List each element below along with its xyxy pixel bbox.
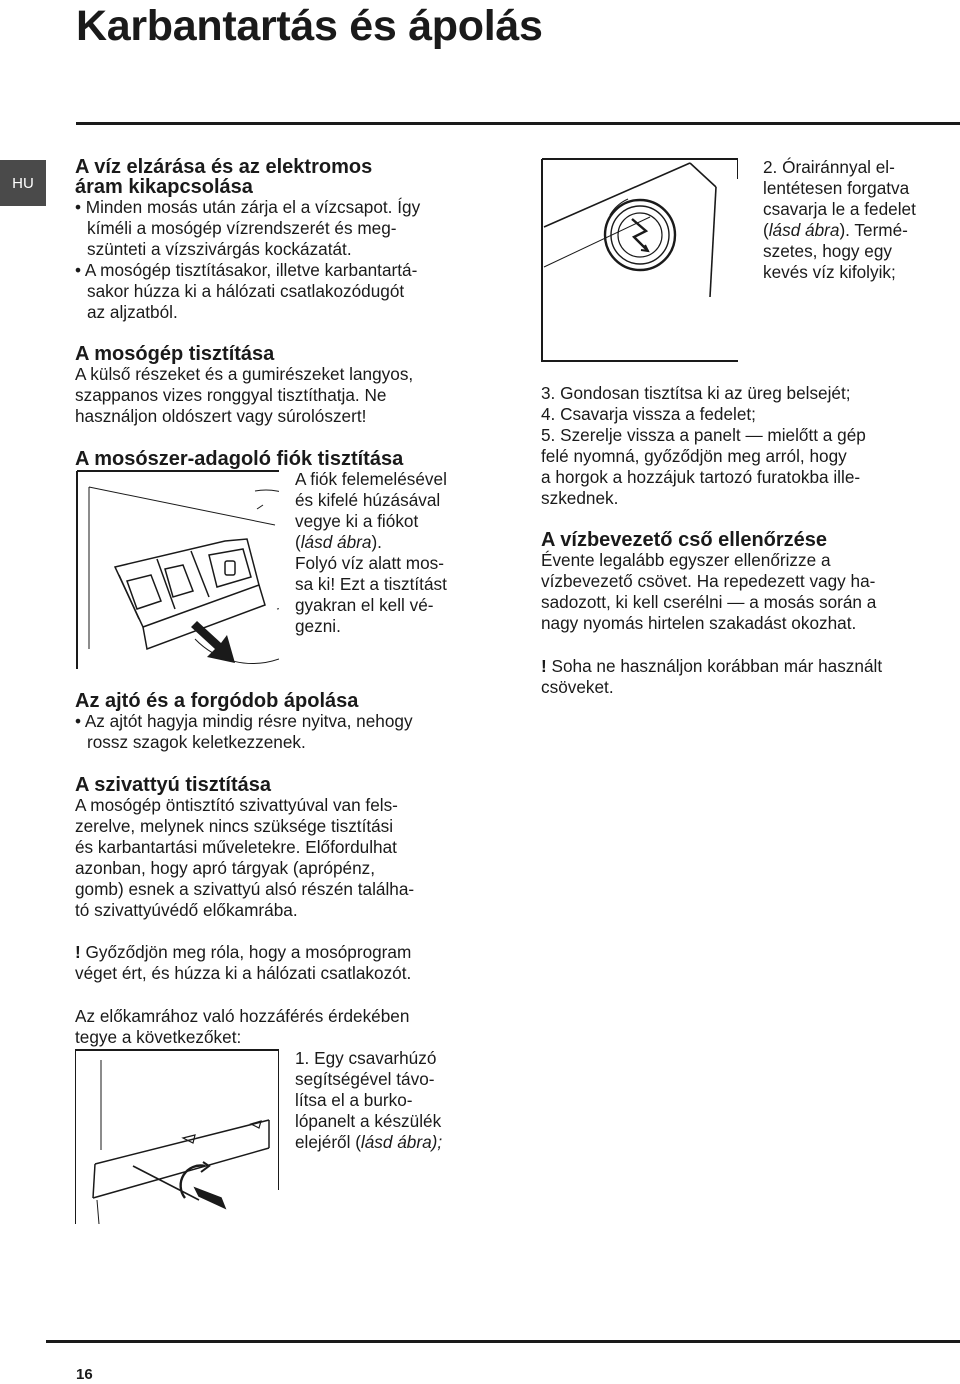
text-line: • Minden mosás után zárja el a vízcsapot. Így <box>75 197 421 217</box>
text-line <box>295 1132 515 1153</box>
text-line: zerelve, melynek nincs szüksége tisztítási <box>75 815 394 836</box>
text-line: segítségével távo- <box>295 1068 435 1089</box>
section-heading: áram kikapcsolása <box>75 176 253 198</box>
right-column <box>541 383 960 698</box>
section-heading: A szivattyú tisztítása <box>75 773 271 796</box>
page-number: 16 <box>76 1366 93 1383</box>
text-line: sakor húzza ki a hálózati csatlakozódugót <box>87 280 405 301</box>
text-line: vegye ki a fiókot <box>295 510 419 531</box>
section-heading: A víz elzárása és az elektromos <box>75 156 373 178</box>
detergent-drawer-illustration <box>75 469 279 669</box>
text-line: kíméli a mosógép vízrendszerét és meg- <box>87 217 397 238</box>
section-heading: A mosógép tisztítása <box>75 343 275 366</box>
text-line: Az előkamrához való hozzáférés érdekében <box>75 1006 410 1027</box>
text-line <box>295 532 515 553</box>
text-fragment: Soha ne használjon korábban már használt <box>546 656 883 677</box>
text-line: • Az ajtót hagyja mindig résre nyitva, nehogy <box>75 711 413 732</box>
screwdriver-panel-illustration <box>75 1048 279 1224</box>
text-line: 2. Órairánnyal el- <box>763 157 895 177</box>
step-1-text <box>295 1048 515 1153</box>
text-line: használjon oldószert vagy súrolószert! <box>75 406 367 427</box>
text-line: Évente legalább egyszer ellenőrizze a <box>541 550 831 571</box>
text-line: lentétesen forgatva <box>763 177 910 198</box>
figure-reference: lásd ábra <box>360 1131 432 1152</box>
text-line: nagy nyomás hirtelen szakadást okozhat. <box>541 613 857 634</box>
text-fragment: ( <box>295 531 301 552</box>
text-line: • A mosógép tisztításakor, illetve karbantartá- <box>75 259 418 280</box>
step-2-text <box>763 157 960 282</box>
text-line: sa ki! Ezt a tisztítást <box>295 573 447 594</box>
text-line: 1. Egy csavarhúzó <box>295 1048 437 1069</box>
drawer-text <box>295 469 515 636</box>
text-line: gezni. <box>295 615 341 636</box>
bullet-item <box>75 260 515 323</box>
text-line: gyakran el kell vé- <box>295 594 434 615</box>
bullet-item <box>75 197 515 260</box>
text-fragment: ( <box>763 219 769 240</box>
warning-mark: ! <box>75 942 81 963</box>
section-heading: A vízbevezető cső ellenőrzése <box>541 529 828 552</box>
text-line: tó szivattyúvédő előkamrába. <box>75 899 298 920</box>
text-line: és kifelé húzásával <box>295 490 441 511</box>
text-fragment: ); <box>431 1131 443 1152</box>
text-line: A mosógép öntisztító szivattyúval van fels- <box>75 794 398 815</box>
text-line: gomb) esnek a szivattyú alsó részén találha- <box>75 878 415 899</box>
text-line: az aljzatból. <box>87 301 178 322</box>
text-fragment: ). <box>371 531 382 552</box>
text-line: A külső részeket és a gumirészeket langyos, <box>75 364 414 385</box>
text-fragment: elejéről ( <box>295 1131 361 1152</box>
step-item: 3. Gondosan tisztítsa ki az üreg belsejét; <box>541 383 851 403</box>
text-line: szappanos vizes ronggyal tisztíthatja. Ne <box>75 385 387 406</box>
text-line: lítsa el a burko- <box>295 1089 413 1110</box>
figure-reference: lásd ábra <box>300 531 372 552</box>
warning-mark: ! <box>541 656 547 677</box>
text-line: kevés víz kifolyik; <box>763 261 896 282</box>
text-line: csavarja le a fedelet <box>763 198 916 219</box>
text-line: szkednek. <box>541 487 619 508</box>
step-item: 5. Szerelje vissza a panelt — mielőtt a gép <box>541 424 866 445</box>
text-line: és karbantartási műveletekre. Előfordulhat <box>75 836 397 857</box>
pump-cover-illustration <box>540 157 738 363</box>
warning-note <box>75 942 515 963</box>
text-line: csöveket. <box>541 676 614 697</box>
text-line: vízbevezető csövet. Ha repedezett vagy ha- <box>541 571 876 592</box>
step-item: 4. Csavarja vissza a fedelet; <box>541 403 756 424</box>
text-line <box>763 220 960 241</box>
text-line: A fiók felemelésével <box>295 469 447 490</box>
text-line: Folyó víz alatt mos- <box>295 552 444 573</box>
text-line: rossz szagok keletkezzenek. <box>87 732 306 753</box>
footer-rule <box>46 1340 960 1343</box>
text-line: szünteti a vízszivárgás kockázatát. <box>87 238 352 259</box>
text-fragment: Győződjön meg róla, hogy a mosóprogram <box>80 942 412 963</box>
text-line: sadozott, ki kell cserélni — a mosás során a <box>541 592 877 613</box>
text-line: felé nyomná, győződjön meg arról, hogy <box>541 445 847 466</box>
figure-reference: lásd ábra <box>768 219 840 240</box>
text-line: azonban, hogy apró tárgyak (aprópénz, <box>75 857 376 878</box>
left-column <box>75 157 515 1224</box>
text-line: a horgok a hozzájuk tartozó furatokba ille- <box>541 466 861 487</box>
warning-note <box>541 656 960 677</box>
language-tab: HU <box>0 160 46 206</box>
page-title: Karbantartás és ápolás <box>76 2 543 50</box>
text-line: véget ért, és húzza ki a hálózati csatlakozót. <box>75 963 412 984</box>
text-line: szetes, hogy egy <box>763 240 892 261</box>
text-line: lópanelt a készülék <box>295 1110 442 1131</box>
text-line: tegye a következőket: <box>75 1027 242 1048</box>
section-heading: A mosószer-adagoló fiók tisztítása <box>75 448 404 471</box>
section-heading: Az ajtó és a forgódob ápolása <box>75 690 359 713</box>
text-fragment: ). Termé- <box>839 219 908 240</box>
title-rule <box>76 122 960 125</box>
